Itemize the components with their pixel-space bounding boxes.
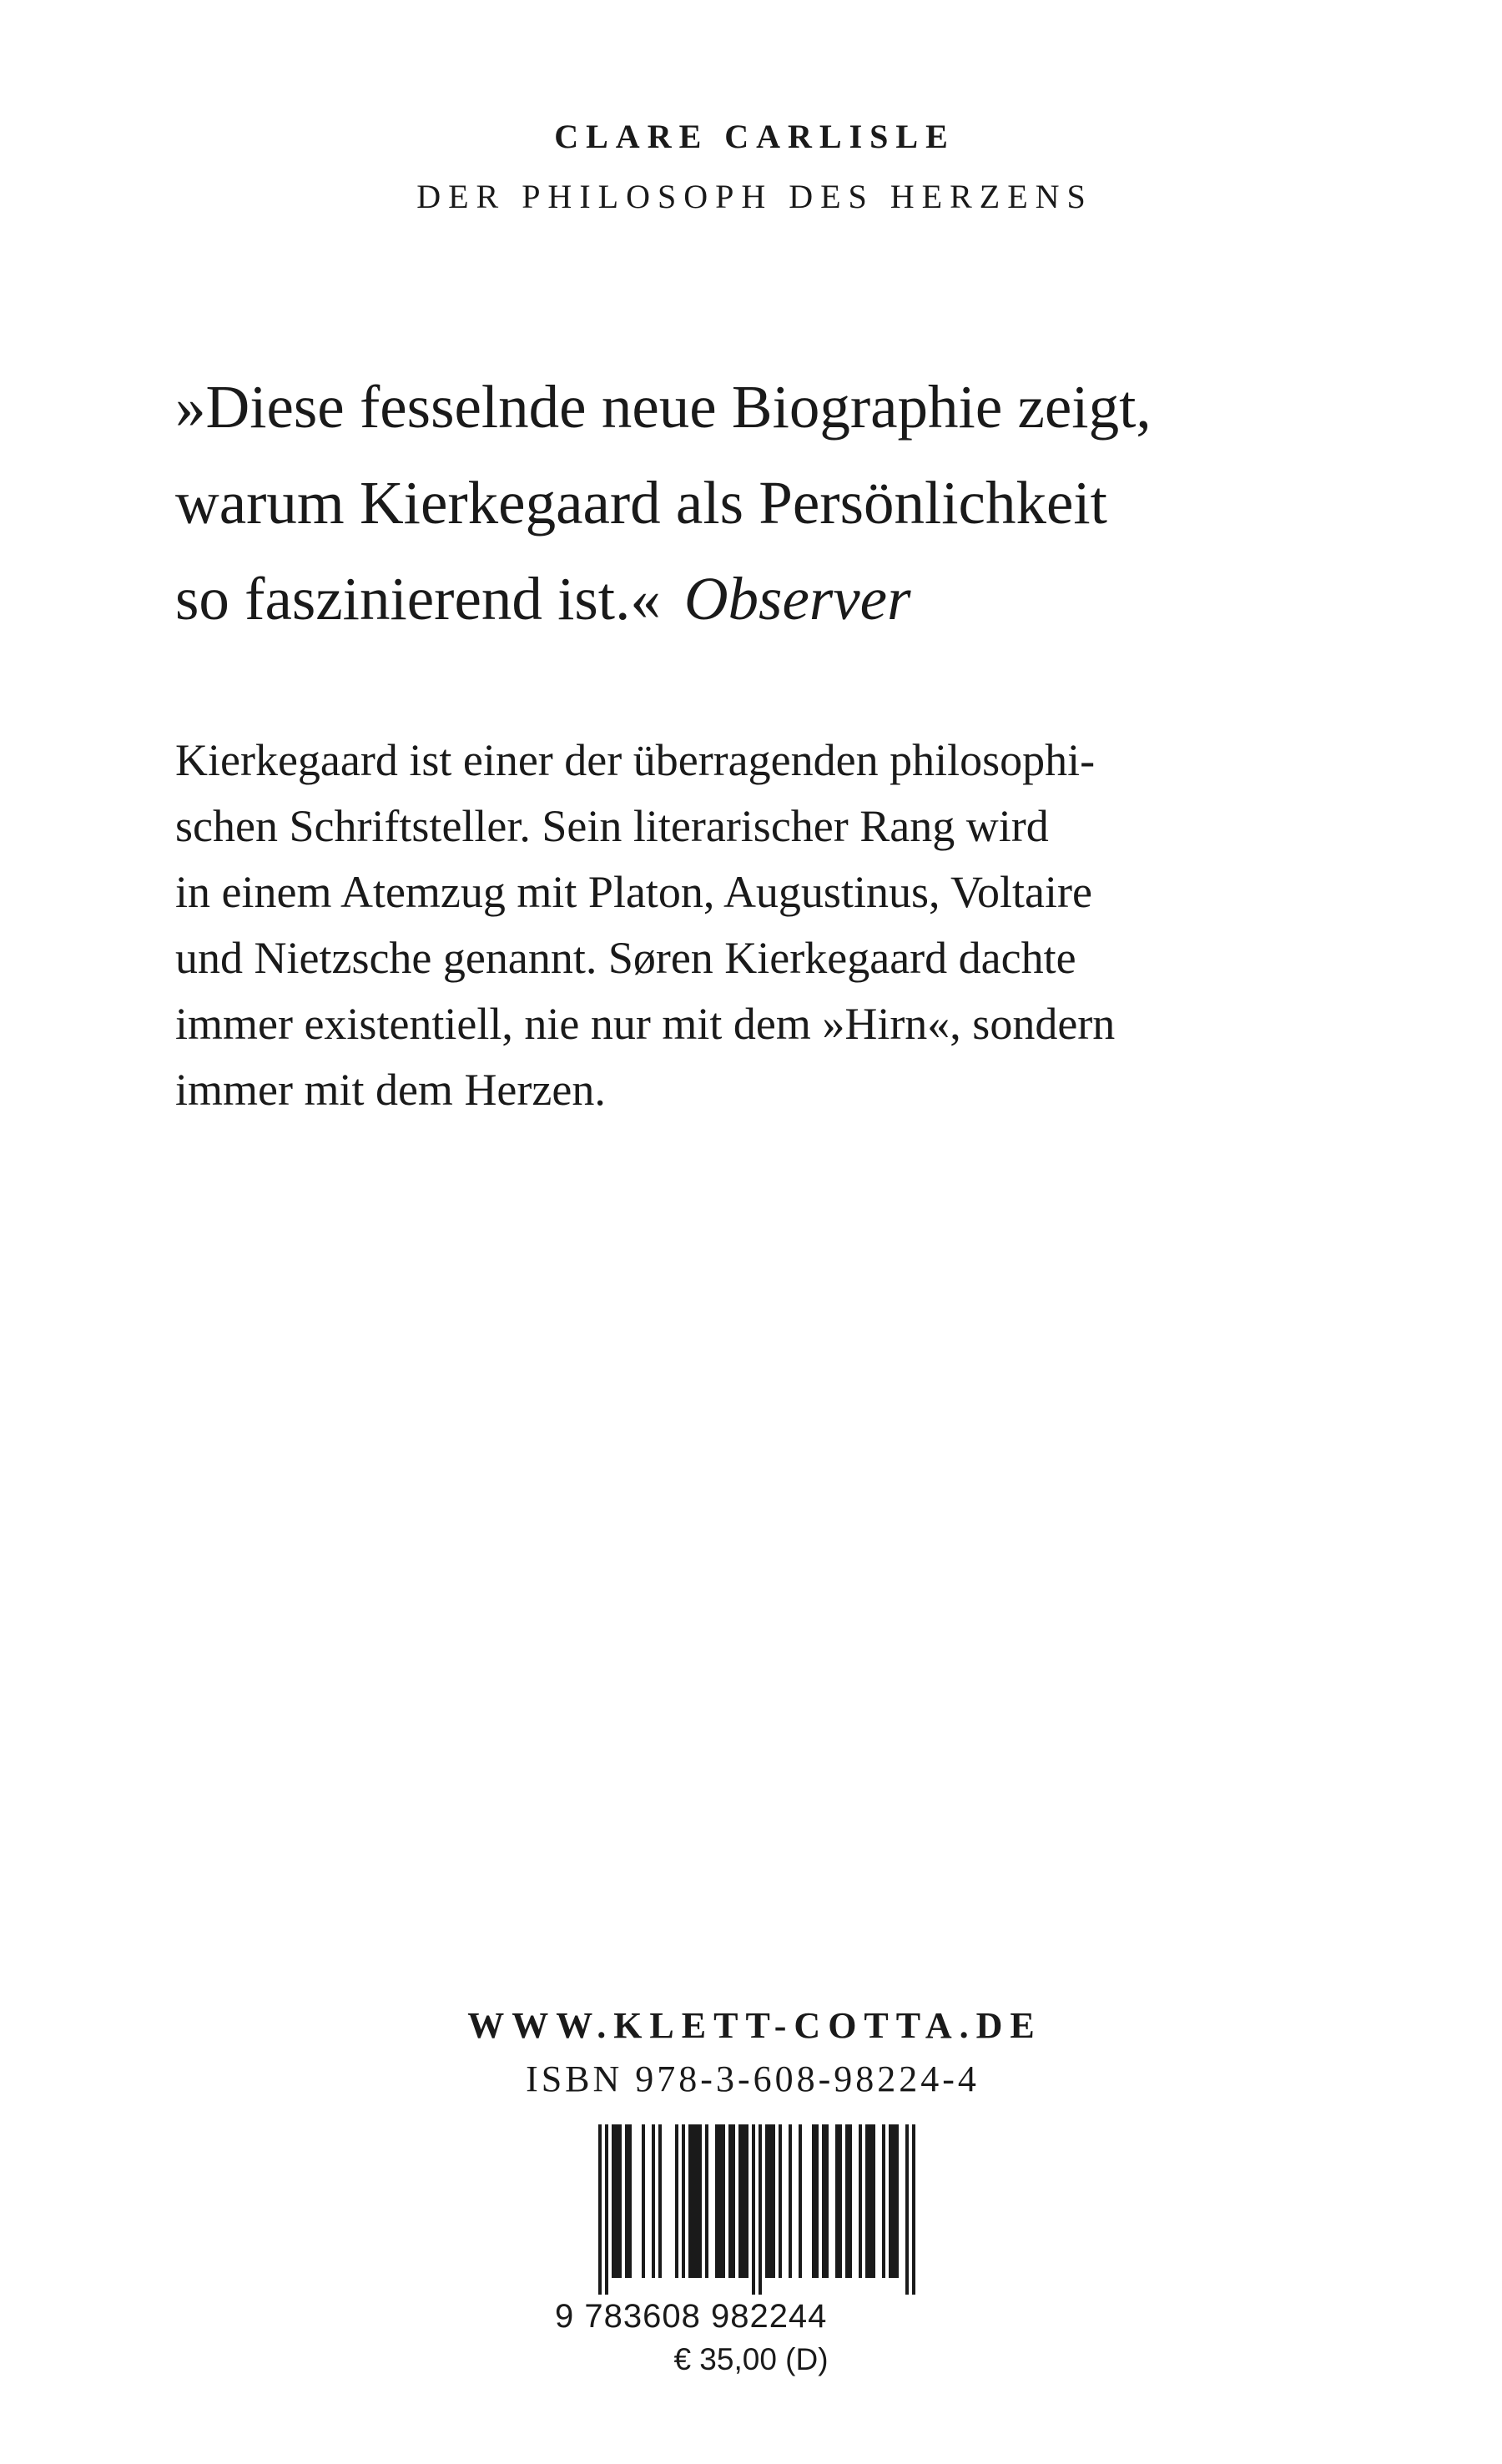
barcode-bar (849, 2124, 852, 2278)
barcode-bar (598, 2124, 602, 2295)
barcode-bar (769, 2124, 772, 2278)
blurb-line-1: Kierkegaard ist einer der überragenden philosophi- (175, 735, 1096, 785)
barcode-bar (815, 2124, 819, 2278)
barcode-bar (765, 2124, 769, 2278)
barcode-bar (779, 2124, 782, 2278)
blurb (175, 728, 1385, 1123)
blurb-line-6: immer mit dem Herzen. (175, 1065, 606, 1115)
barcode-bar (869, 2124, 872, 2278)
barcode-bar (722, 2124, 725, 2278)
blurb-line-5: immer existentiell, nie nur mit dem »Hirn«, sondern (175, 999, 1116, 1049)
blurb-line-4: und Nietzsche genannt. Søren Kierkegaard dachte (175, 933, 1076, 983)
isbn-text: ISBN 978-3-608-98224-4 (526, 2058, 980, 2099)
quote-line-2: warum Kierkegaard als Persönlichkeit (175, 469, 1107, 537)
barcode-bar (652, 2124, 655, 2278)
barcode-bar (625, 2124, 628, 2278)
blurb-line-3: in einem Atemzug mit Platon, Augustinus, Voltaire (175, 867, 1092, 917)
quote-line-3-text: so faszinierend ist.« (175, 565, 661, 632)
barcode-bar (835, 2124, 839, 2278)
barcode-bar (745, 2124, 748, 2278)
barcode-bar (728, 2124, 732, 2278)
quote-line-3 (175, 551, 1385, 647)
barcode-bar (845, 2124, 849, 2278)
barcode-bar (605, 2124, 608, 2295)
barcode-bar (872, 2124, 875, 2278)
press-quote (175, 359, 1385, 647)
header (0, 115, 1502, 219)
price: € 35,00 (D) (673, 2342, 829, 2376)
barcode-bar (889, 2124, 892, 2278)
barcode-bar (628, 2124, 632, 2278)
barcode-bar (738, 2124, 742, 2278)
barcode-bar (658, 2124, 662, 2278)
barcode-bar (799, 2124, 802, 2278)
barcode-bar (812, 2124, 815, 2278)
barcode-bar (772, 2124, 775, 2278)
barcode-bar (859, 2124, 862, 2278)
barcode-bar (822, 2124, 825, 2278)
barcode-block (555, 2124, 947, 2335)
barcode-bar (905, 2124, 909, 2295)
barcode-bar (882, 2124, 885, 2278)
quote-source: Observer (683, 565, 911, 632)
barcode-digits: 9 783608 982244 (555, 2298, 828, 2335)
barcode-bar (698, 2124, 702, 2278)
barcode-bar (705, 2124, 708, 2278)
barcode-bar (692, 2124, 695, 2278)
barcode-bar (612, 2124, 615, 2278)
footer (0, 2003, 1502, 2378)
barcode-bar (825, 2124, 829, 2278)
barcode-bar (682, 2124, 685, 2278)
publisher-website: WWW.KLETT-COTTA.DE (467, 2005, 1042, 2046)
barcode-bar (732, 2124, 735, 2278)
barcode-bar (618, 2124, 622, 2278)
blurb-line-2: schen Schriftsteller. Sein literarischer Rang wird (175, 801, 1049, 851)
barcode-bar (675, 2124, 678, 2278)
barcode-bar (759, 2124, 762, 2295)
barcode-bar (789, 2124, 792, 2278)
barcode-bar (688, 2124, 692, 2278)
quote-line-1: »Diese fesselnde neue Biographie zeigt, (175, 373, 1152, 441)
barcode-bar (895, 2124, 899, 2278)
barcode-bar (892, 2124, 895, 2278)
barcode-bar (912, 2124, 915, 2295)
barcode-bar (715, 2124, 718, 2278)
barcode-bar (839, 2124, 842, 2278)
barcode-bar (865, 2124, 869, 2278)
book-title: DER PHILOSOPH DES HERZENS (416, 178, 1093, 215)
barcode-bar (752, 2124, 755, 2295)
author-name: CLARE CARLISLE (554, 118, 955, 155)
barcode-bar (742, 2124, 745, 2278)
barcode-bar (695, 2124, 698, 2278)
barcode-bar (642, 2124, 645, 2278)
barcode-bar (718, 2124, 722, 2278)
barcode-icon (582, 2124, 932, 2295)
barcode-bar (615, 2124, 618, 2278)
